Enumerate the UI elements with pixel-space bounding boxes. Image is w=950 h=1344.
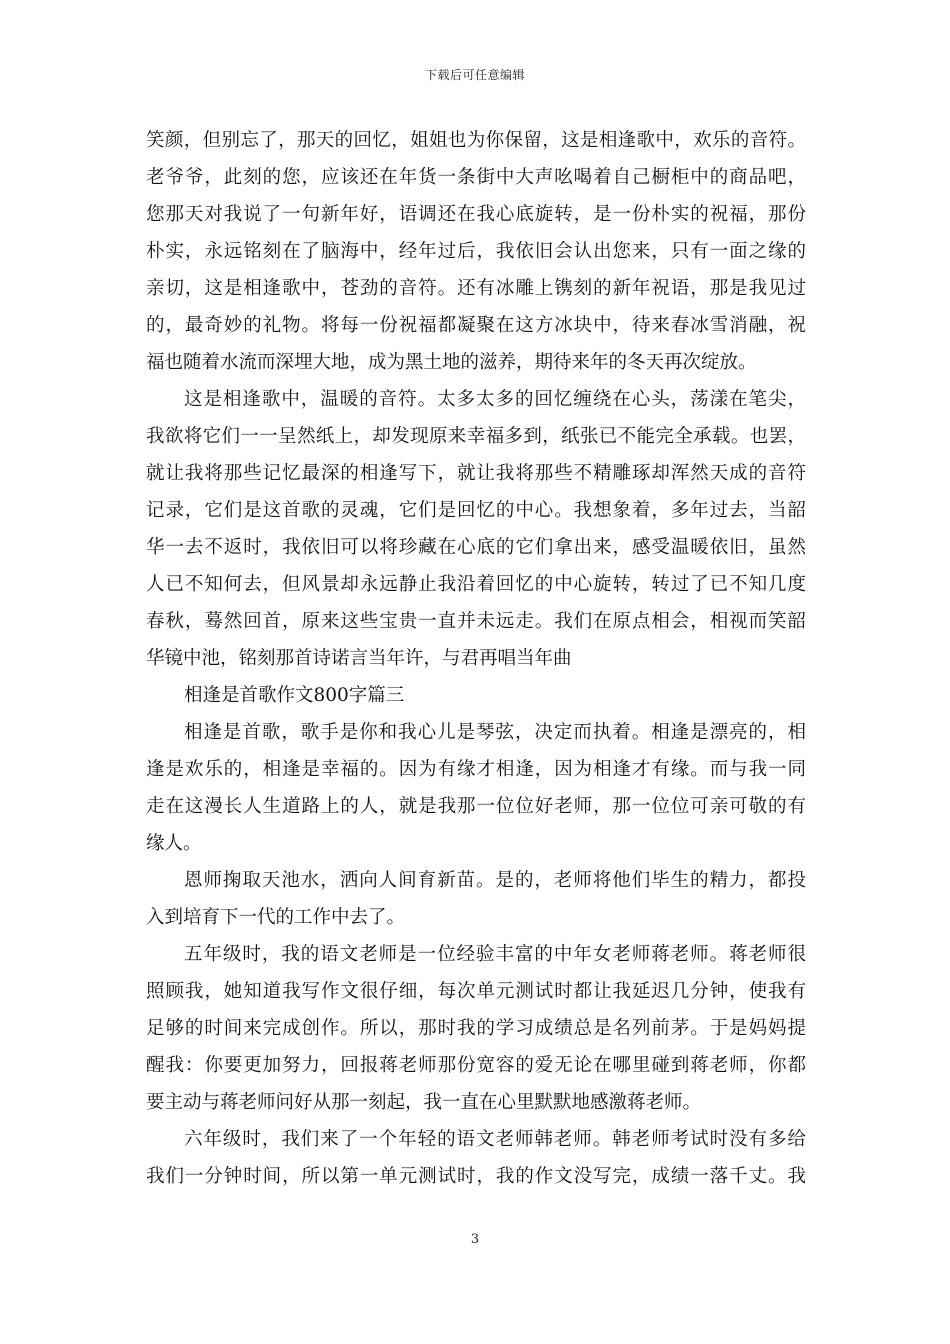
text-line: 醒我：你要更加努力，回报蒋老师那份宽容的爱无论在哪里碰到蒋老师，你都	[146, 1055, 806, 1076]
text-line: 记录，它们是这首歌的灵魂，它们是回忆的中心。我想象着，多年过去，当韶	[146, 500, 806, 521]
text-line: 六年级时，我们来了一个年轻的语文老师韩老师。韩老师考试时没有多给	[184, 1129, 806, 1150]
text-line: 朴实，永远铭刻在了脑海中，经年过后，我依旧会认出您来，只有一面之缘的	[146, 241, 806, 262]
section-heading: 相逢是首歌作文800字篇三	[184, 685, 405, 706]
text-line: 福也随着水流而深埋大地，成为黑土地的滋养，期待来年的冬天再次绽放。	[146, 352, 757, 373]
text-line: 入到培育下一代的工作中去了。	[146, 907, 406, 928]
text-line: 恩师掬取天池水，洒向人间育新苗。是的，老师将他们毕生的精力，都投	[184, 870, 806, 891]
text-line: 老爷爷，此刻的您，应该还在年货一条街中大声吆喝着自己橱柜中的商品吧，	[146, 167, 806, 188]
text-line: 我欲将它们一一呈然纸上，却发现原来幸福多到，纸张已不能完全承载。也罢，	[146, 426, 806, 447]
text-line: 您那天对我说了一句新年好，语调还在我心底旋转，是一份朴实的祝福，那份	[146, 204, 806, 225]
text-line: 逢是欢乐的，相逢是幸福的。因为有缘才相逢，因为相逢才有缘。而与我一同	[146, 759, 806, 780]
text-line: 这是相逢歌中，温暖的音符。太多太多的回忆缠绕在心头，荡漾在笔尖，	[184, 389, 806, 410]
text-line: 笑颜，但别忘了，那天的回忆，姐姐也为你保留，这是相逢歌中，欢乐的音符。	[146, 130, 806, 151]
text-line: 亲切，这是相逢歌中，苍劲的音符。还有冰雕上镌刻的新年祝语，那是我见过	[146, 278, 806, 299]
text-line: 要主动与蒋老师问好从那一刻起，我一直在心里默默地感激蒋老师。	[146, 1092, 702, 1113]
text-line: 人已不知何去，但风景却永远静止我沿着回忆的中心旋转，转过了已不知几度	[146, 574, 806, 595]
text-line: 就让我将那些记忆最深的相逢写下，就让我将那些不精雕琢却浑然天成的音符	[146, 463, 806, 484]
text-line: 春秋，蓦然回首，原来这些宝贵一直并未远走。我们在原点相会，相视而笑韶	[146, 611, 806, 632]
text-line: 走在这漫长人生道路上的人，就是我那一位位好老师，那一位位可亲可敬的有	[146, 796, 806, 817]
document-body	[146, 122, 806, 1195]
text-line: 的，最奇妙的礼物。将每一份祝福都凝聚在这方冰块中，待来春冰雪消融，祝	[146, 315, 806, 336]
text-line: 我们一分钟时间，所以第一单元测试时，我的作文没写完，成绩一落千丈。我	[146, 1166, 806, 1187]
text-line: 照顾我，她知道我写作文很仔细，每次单元测试时都让我延迟几分钟，使我有	[146, 981, 806, 1002]
text-line: 足够的时间来完成创作。所以，那时我的学习成绩总是名列前茅。于是妈妈提	[146, 1018, 806, 1039]
page-header: 下载后可任意编辑	[424, 68, 525, 82]
page-number: 3	[470, 1232, 480, 1247]
text-line: 华镜中池，铭刻那首诗诺言当年许，与君再唱当年曲	[146, 648, 572, 669]
text-line: 五年级时，我的语文老师是一位经验丰富的中年女老师蒋老师。蒋老师很	[184, 944, 806, 965]
text-line: 缘人。	[146, 833, 202, 854]
text-line: 相逢是首歌，歌手是你和我心儿是琴弦，决定而执着。相逢是漂亮的，相	[184, 722, 806, 743]
text-line: 华一去不返时，我依旧可以将珍藏在心底的它们拿出来，感受温暖依旧，虽然	[146, 537, 806, 558]
